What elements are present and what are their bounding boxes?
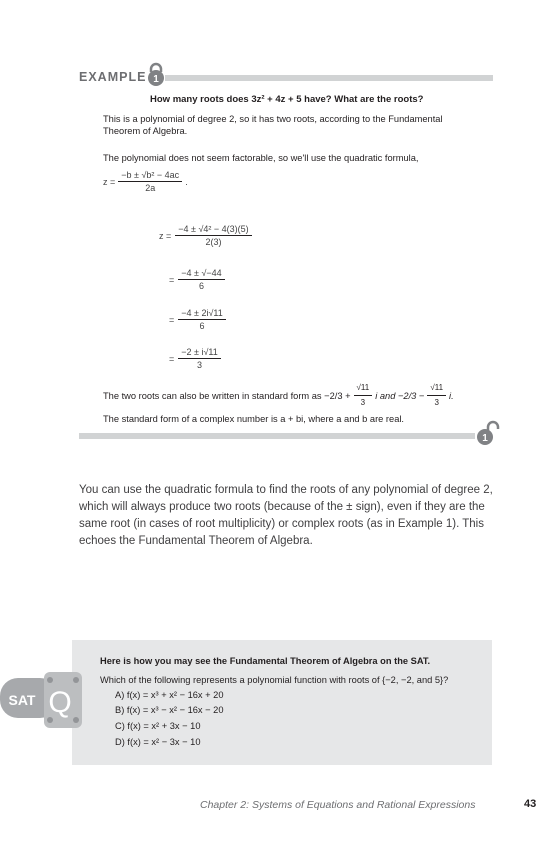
step3-numerator: −4 ± 2i√11: [178, 308, 226, 320]
lock-icon: [146, 62, 166, 91]
example-question: How many roots does 3z² + 4z + 5 have? What are the roots?: [150, 94, 424, 105]
roots-text-a: The two roots can also be written in standard form as −2/3 +: [103, 390, 351, 401]
roots-standard-form: [103, 382, 454, 409]
step2-equals: =: [169, 274, 175, 285]
formula-numerator: −b ± √b² − 4ac: [118, 170, 182, 182]
example-paragraph-2: The polynomial does not seem factorable, so we'll use the quadratic formula,: [103, 153, 419, 163]
sat-badge-q: Q: [48, 686, 72, 719]
chapter-footer: Chapter 2: Systems of Equations and Rational Expressions: [200, 799, 476, 811]
sat-q-badge: [0, 672, 84, 733]
step1-numerator: −4 ± √4² − 4(3)(5): [175, 224, 251, 236]
sat-choice-c: C) f(x) = x² + 3x − 10: [115, 721, 201, 731]
sat-choice-d: D) f(x) = x² − 3x − 10: [115, 737, 201, 747]
formula-z: z =: [103, 176, 116, 187]
example-end-number: 1: [482, 433, 488, 444]
step4-numerator: −2 ± i√11: [178, 347, 220, 359]
example-top-rule: [165, 75, 493, 81]
sat-question: Which of the following represents a polynomial function with roots of {−2, −2, and 5}?: [100, 675, 449, 685]
body-paragraph: You can use the quadratic formula to find the roots of any polynomial of degree 2, which will always produce two roots (because of the ± sign), even if they are the same root (in cases of root multiplicity) or complex roots (as in Example 1). This echoes the Fundamental Theorem of Algebra.: [79, 484, 493, 547]
roots-text-c: i.: [449, 390, 454, 401]
example-title: EXAMPLE: [79, 70, 147, 84]
roots-frac-1-num: √11: [354, 382, 373, 396]
standard-form-note: The standard form of a complex number is a + bi, where a and b are real.: [103, 414, 405, 424]
solution-step-4: [169, 347, 221, 370]
step3-denominator: 6: [199, 321, 205, 331]
solution-step-1: [159, 224, 252, 247]
example-bottom-rule: [79, 433, 475, 439]
example-paragraph-1: This is a polynomial of degree 2, so it has two roots, according to the Fundamental Theorem of Algebra.: [103, 114, 443, 136]
roots-frac-2-den: 3: [434, 398, 439, 407]
roots-text-b: i and −2/3 −: [375, 390, 425, 401]
step2-denominator: 6: [198, 281, 204, 291]
step2-numerator: −4 ± √−44: [178, 268, 224, 280]
sat-choice-a: A) f(x) = x³ + x² − 16x + 20: [115, 690, 224, 700]
step1-label: z =: [159, 230, 172, 241]
roots-frac-2-num: √11: [427, 382, 446, 396]
formula-denominator: 2a: [145, 183, 156, 193]
unlock-icon: [476, 420, 500, 451]
quadratic-formula: z = $\frac{\text{−b ± √b² − 4ac}}{2a}$ .: [103, 170, 188, 193]
step1-denominator: 2(3): [205, 237, 222, 247]
step3-equals: =: [169, 314, 175, 325]
step4-equals: =: [169, 353, 175, 364]
sat-badge-text: SAT: [8, 692, 36, 708]
page-number: 43: [524, 798, 537, 810]
sat-heading: Here is how you may see the Fundamental Theorem of Algebra on the SAT.: [100, 656, 431, 666]
roots-frac-1-den: 3: [360, 398, 366, 407]
step4-denominator: 3: [197, 360, 203, 370]
sat-choice-b: B) f(x) = x³ − x² − 16x − 20: [115, 705, 224, 715]
example-number: 1: [153, 74, 159, 85]
solution-step-3: [169, 308, 226, 331]
solution-step-2: [169, 268, 225, 291]
